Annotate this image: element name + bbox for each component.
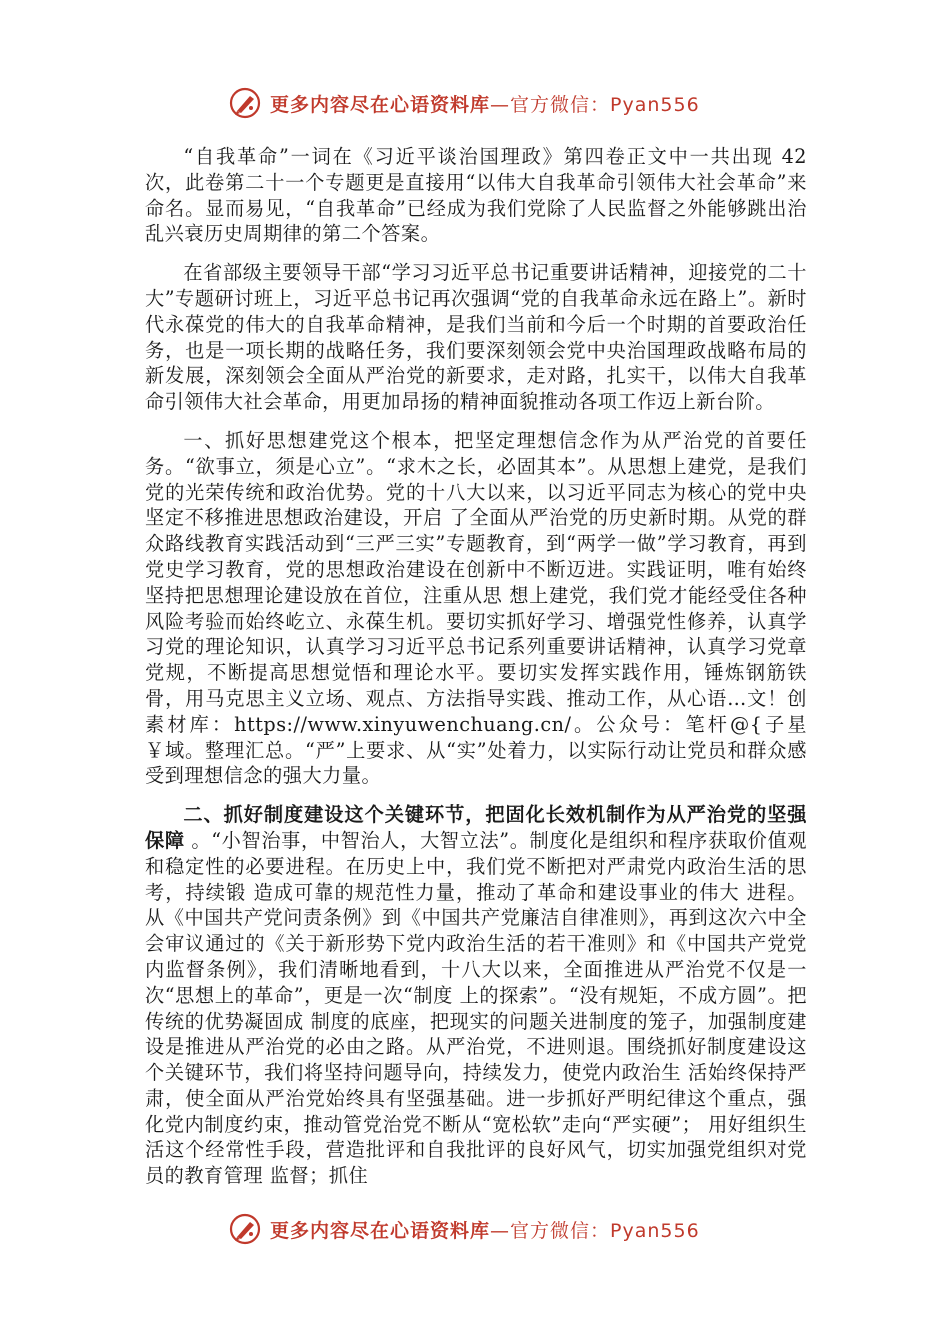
banner-dash: — [490,1219,511,1242]
section-heading-2: 二、抓好制度建设这个关键环节，把固化长效机制作为从严治党的坚强保障 [145,803,807,852]
banner-main-text: 更多内容尽在心语资料库 [270,93,491,116]
paragraph-2-text: 在省部级主要领导干部“学习习近平总书记重要讲话精神，迎接党的二十大”专题研讨班上，习近平总书记再次强调“党的自我革命永远在路上”。新时代永葆党的伟大的自我革命精神，是我们当前和今后一个时期的首要政治任务，也是一项长期的战略任务，我们要深刻领会党中央治国理政战略布局的新发展，深刻领会全面从严治党的新要求，走对路，扎实干，以伟大自我革命引领伟大社会革命，用更加昂扬的精神面貌推动各项工作迈上新台阶。 [145,261,807,414]
document-body [145,144,807,1202]
banner-text [270,90,700,117]
paragraph-2 [145,260,807,415]
paragraph-1-text: “自我革命”一词在《习近平谈治国理政》第四卷正文中一共出现 42 次，此卷第二十一个专题更是直接用“以伟大自我革命引领伟大社会革命”来命名。显而易见，“自我革命”已经成为我们党除了人民监督之外能够跳出治乱兴衰历史周期律的第二个答案。 [145,145,807,246]
footer-banner [228,1212,748,1246]
paragraph-3 [145,428,807,789]
banner-text [270,1216,700,1243]
paragraph-4 [145,802,807,1189]
banner-wechat-text: 官方微信：Pyan556 [510,1219,700,1242]
paragraph-4-text: 。“小智治事，中智治人，大智立法”。制度化是组织和程序获取价值观和稳定性的必要进程。在历史上中，我们党不断把对严肃党内政治生活的思考，持续锻 造成可靠的规范性力量，推动了革命和建设事业的伟大 进程。从《中国共产党问责条例》到《中国共产党廉洁自律准则》，再到这次六中全会审议通过的《关于新形势下党内政治生活的若干准则》和《中国共产党党内监督条例》，我们清晰地看到，十八大以来，全面推进从严治党不仅是一次“思想上的革命”，更是一次“制度 上的探索”。“没有规矩，不成方圆”。把传统的优势凝固成 制度的底座，把现实的问题关进制度的笼子，加强制度建设是推进从严治党的必由之路。从严治党，不进则退。围绕抓好制度建设这个关键环节，我们将坚持问题导向，持续发力，使党内政治生 活始终保持严肃，使全面从严治党始终具有坚强基础。进一步抓好严明纪律这个重点，强化党内制度约束，推动管党治党不断从“宽松软”走向“严实硬”； 用好组织生活这个经常性手段，营造批评和自我批评的良好风气，切实加强党组织对党员的教育管理 监督；抓住 [145,828,808,1188]
pen-logo-icon [228,1212,262,1246]
paragraph-1 [145,144,807,247]
header-banner [228,86,748,120]
banner-wechat-text: 官方微信：Pyan556 [510,93,700,116]
paragraph-3-text: 一、抓好思想建党这个根本，把坚定理想信念作为从严治党的首要任务。“欲事立，须是心立”。“求木之长，必固其本”。从思想上建党，是我们党的光荣传统和政治优势。党的十八大以来，以习近平同志为核心的党中央坚定不移推进思想政治建设，开启 了全面从严治党的历史新时期。从党的群众路线教育实践活动到“三严三实”专题教育，到“两学一做”学习教育，再到党史学习教育，党的思想政治建设在创新中不断迈进。实践证明，唯有始终坚持把思想理论建设放在首位，注重从思 想上建党，我们党才能经受住各种风险考验而始终屹立、永葆生机。要切实抓好学习、增强党性修养，认真学习党的理论知识，认真学习习近平总书记系列重要讲话精神，认真学习党章党规，不断提高思想觉悟和理论水平。要切实发挥实践作用，锤炼钢筋铁骨，用马克思主义立场、观点、方法指导实践、推动工作，从心语…文！创素材库：https://www.xinyuwenchuang.cn/。公众号：笔杆@{子星￥域。整理汇总。“严”上要求、从“实”处着力，以实际行动让党员和群众感受到理想信念的强大力量。 [145,428,807,788]
pen-logo-icon [228,86,262,120]
banner-main-text: 更多内容尽在心语资料库 [270,1219,491,1242]
banner-dash: — [490,93,511,116]
